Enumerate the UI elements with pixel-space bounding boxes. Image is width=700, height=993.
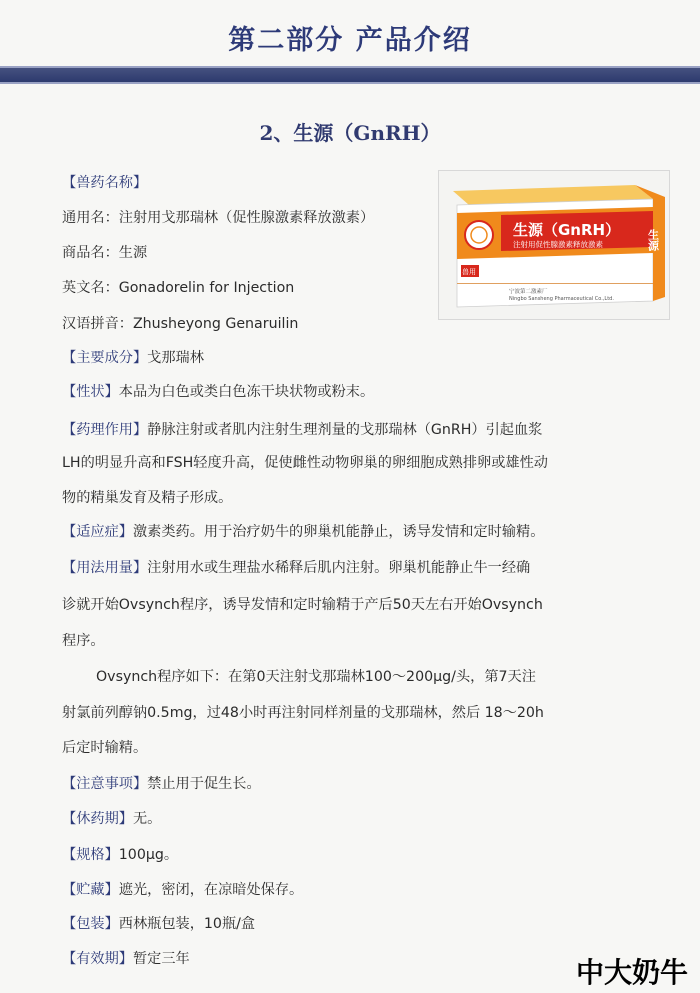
- product-box-image: [438, 170, 670, 320]
- spec-row: [62, 844, 178, 864]
- property-label: 【性状】: [62, 384, 119, 400]
- box-subtitle: 注射用促性腺激素释放激素: [513, 240, 603, 249]
- ovsynch-line-1: Ovsynch程序如下：在第0天注射戈那瑞林100～200μg/头，第7天注: [96, 669, 536, 685]
- package-label: 【包装】: [62, 916, 119, 932]
- english-name: 英文名：Gonadorelin for Injection: [62, 280, 295, 296]
- watermark-text: 中大奶牛: [575, 956, 688, 989]
- pharm-label: 【药理作用】: [62, 422, 148, 438]
- indication-row: [62, 521, 544, 541]
- validity-value: 暂定三年: [132, 951, 190, 967]
- withdrawal-value: 无。: [132, 811, 162, 827]
- usage-line-3: 程序。: [62, 633, 105, 649]
- name-section-header: 【兽药名称】: [62, 175, 148, 191]
- storage-label: 【贮藏】: [62, 882, 119, 898]
- usage-label: 【用法用量】: [62, 560, 148, 576]
- caution-row: [62, 773, 261, 793]
- box-logo-circle: [465, 221, 493, 249]
- storage-value: 遮光，密闭，在凉暗处保存。: [118, 882, 304, 898]
- trade-name: 商品名：生源: [62, 245, 148, 261]
- indication-value: 激素类药。用于治疗奶牛的卵巢机能静止，诱导发情和定时输精。: [132, 524, 545, 540]
- property-row: [62, 381, 374, 401]
- usage-line-1: 注射用水或生理盐水稀释后肌内注射。卵巢机能静止牛一经确: [147, 560, 531, 576]
- pharm-line-2: LH的明显升高和FSH轻度升高，促使雌性动物卵巢的卵细胞成熟排卵或雄性动: [62, 455, 548, 471]
- box-side-label: 生源: [646, 229, 660, 251]
- box-brand-label: 生源（GnRH）: [513, 221, 621, 239]
- pharm-line-1: 静脉注射或者肌内注射生理剂量的戈那瑞林（GnRH）引起血浆: [147, 422, 543, 438]
- page-header-title: 第二部分 产品介绍: [228, 25, 472, 56]
- indication-label: 【适应症】: [62, 524, 133, 540]
- usage-line-2: 诊就开始Ovsynch程序，诱导发情和定时输精于产后50天左右开始Ovsynch: [62, 597, 543, 613]
- storage-row: [62, 879, 303, 899]
- section-title: 2、生源（GnRH）: [259, 121, 441, 145]
- withdrawal-row: [62, 808, 161, 828]
- usage-row-1: [62, 557, 530, 577]
- common-name: 通用名：注射用戈那瑞林（促性腺激素释放激素）: [62, 210, 375, 226]
- pharm-row-1: [62, 419, 542, 439]
- product-box-illustration: [439, 171, 669, 319]
- pharm-line-3: 物的精巢发育及精子形成。: [62, 490, 233, 506]
- package-row: [62, 913, 255, 933]
- box-maker-en: Ningbo Sansheng Pharmaceutical Co.,Ltd.: [509, 296, 614, 302]
- header-divider-bar: [0, 66, 700, 84]
- box-badge-text: 兽用: [462, 268, 476, 276]
- ingredient-value: 戈那瑞林: [147, 350, 204, 366]
- spec-label: 【规格】: [62, 847, 119, 863]
- package-value: 西林瓶包装，10瓶/盒: [118, 916, 256, 932]
- property-value: 本品为白色或类白色冻干块状物或粉末。: [118, 384, 375, 400]
- ingredient-label: 【主要成分】: [62, 350, 148, 366]
- caution-value: 禁止用于促生长。: [147, 776, 261, 792]
- ovsynch-line-3: 后定时输精。: [62, 740, 148, 756]
- ovsynch-line-2: 射氯前列醇钠0.5mg，过48小时再注射同样剂量的戈那瑞林，然后 18～20h: [62, 705, 544, 721]
- spec-value: 100μg。: [118, 847, 179, 863]
- validity-row: [62, 948, 190, 968]
- validity-label: 【有效期】: [62, 951, 133, 967]
- pinyin-name: 汉语拼音：Zhusheyong Genaruilin: [62, 316, 299, 332]
- box-maker-cn: 宁波第二激素厂: [509, 289, 548, 295]
- caution-label: 【注意事项】: [62, 776, 148, 792]
- withdrawal-label: 【休药期】: [62, 811, 133, 827]
- ingredient-row: [62, 347, 204, 367]
